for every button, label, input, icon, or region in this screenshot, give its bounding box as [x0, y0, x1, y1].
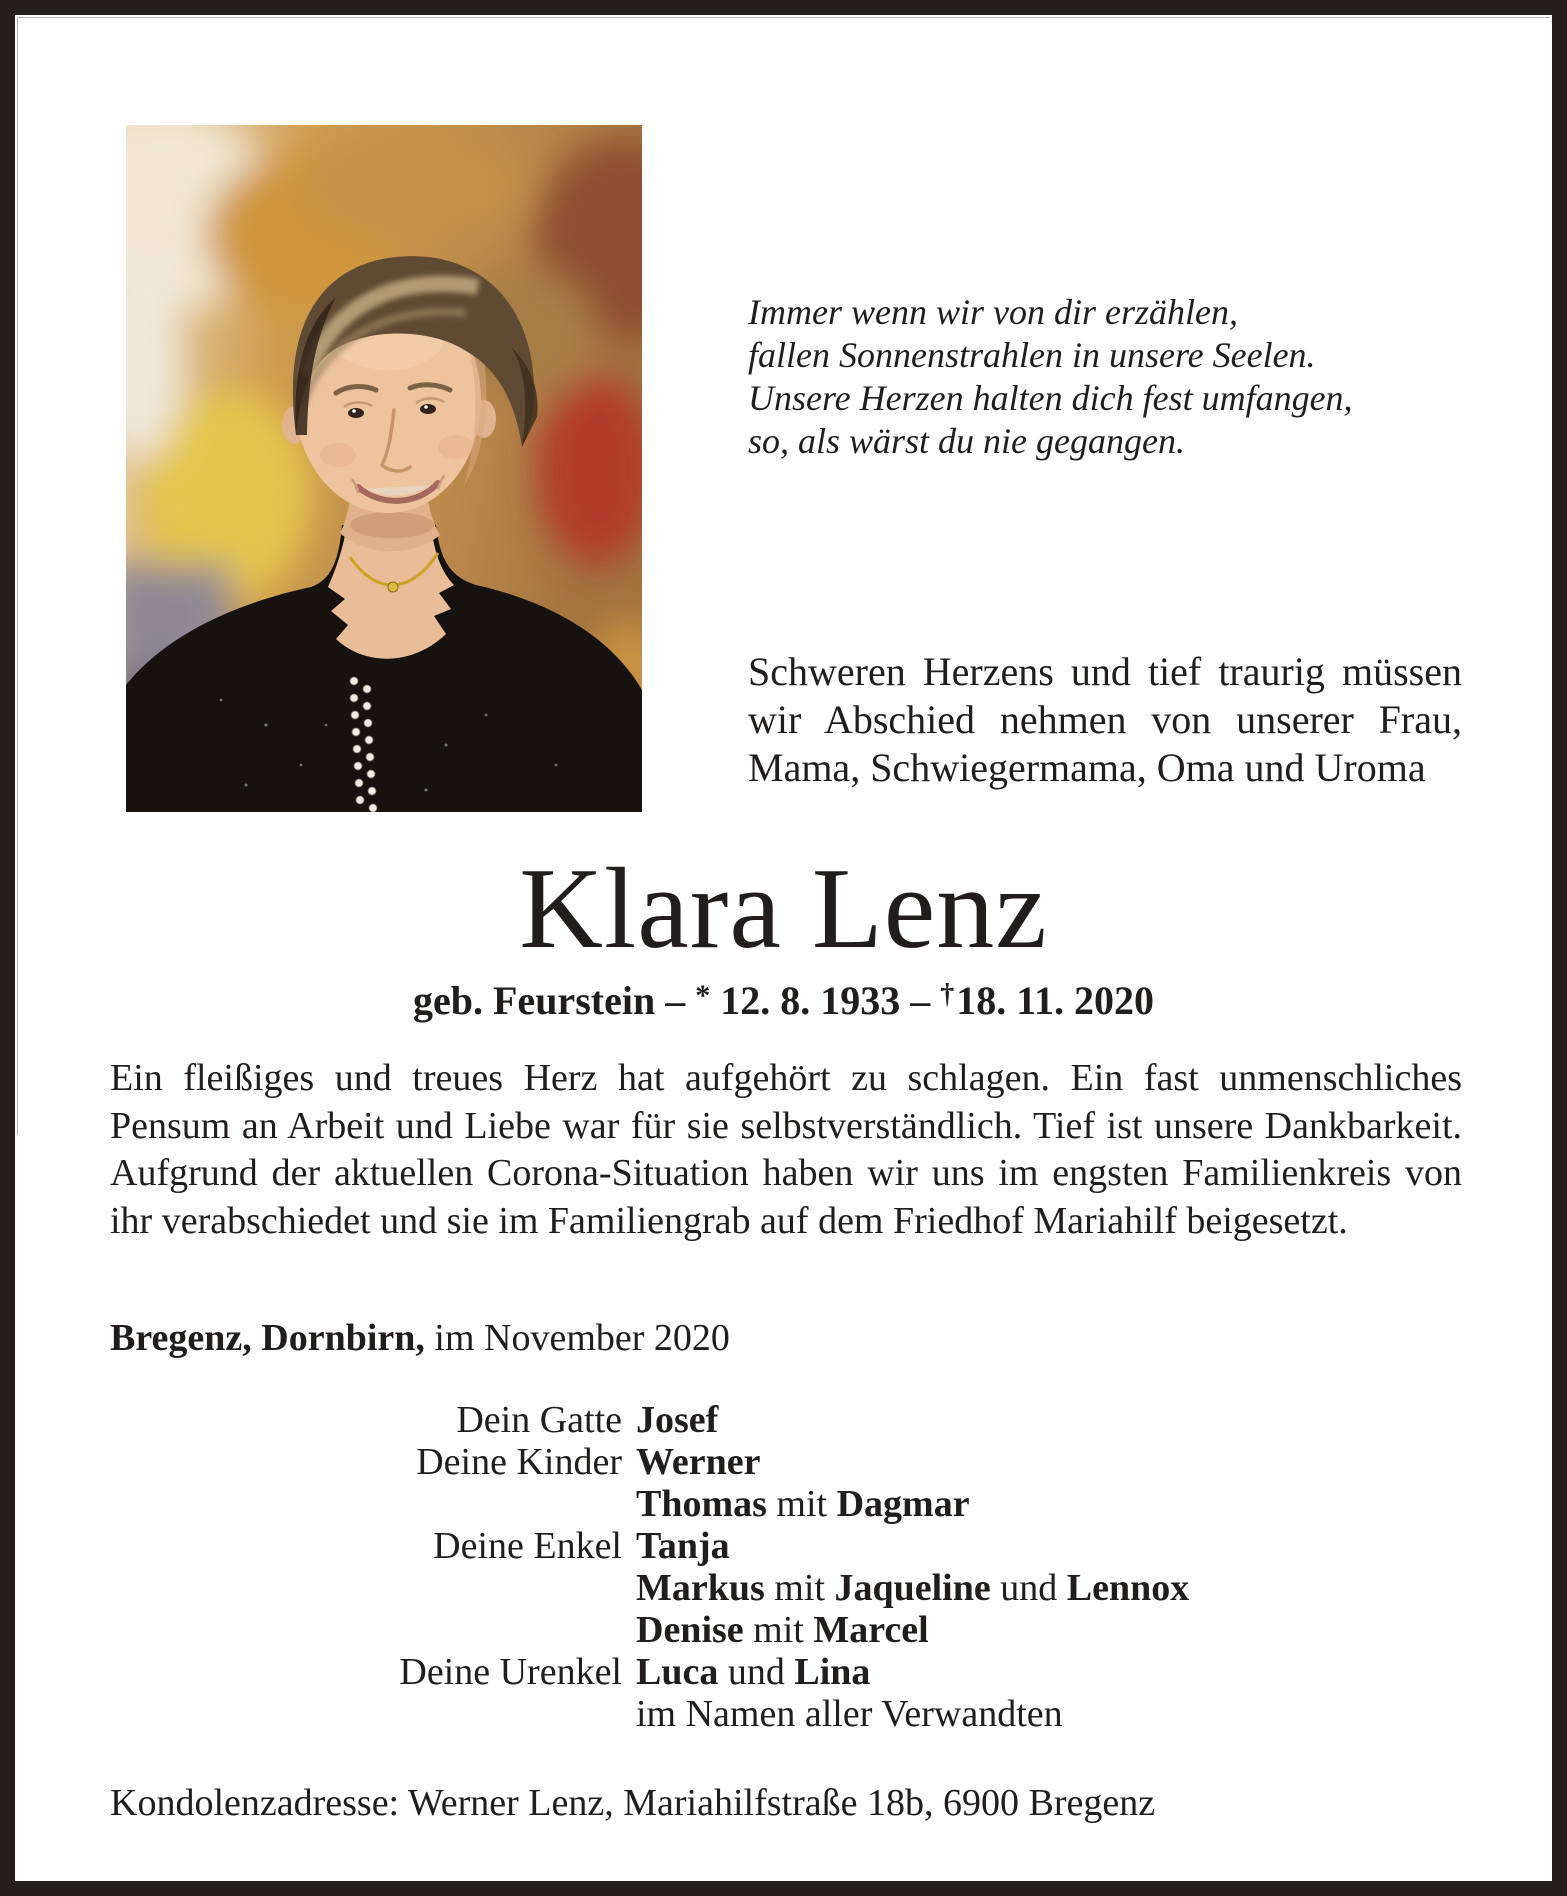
portrait-photo-graphic [126, 125, 642, 812]
family-names: Werner [636, 1441, 761, 1483]
memorial-poem [748, 291, 1468, 463]
family-row [110, 1609, 1462, 1651]
family-row [110, 1693, 1462, 1735]
obituary-text: Ein fleißiges und treues Herz hat aufgehört zu schlagen. Ein fast unmenschliches Pensum an Arbeit und Liebe war für sie selbstverständlich. Tief ist unsere Dankbarkeit. Aufgrund der aktuellen Corona-Situation haben wir uns im engsten Familienkreis von ihr verabschiedet und sie im Familiengrab auf dem Friedhof Mariahilf beigesetzt. [110, 1057, 1462, 1242]
birth-symbol: * [695, 979, 711, 1012]
family-names: im Namen aller Verwandten [636, 1693, 1063, 1735]
family-row [110, 1651, 1462, 1693]
family-row [110, 1525, 1462, 1567]
death-date: 18. 11. 2020 [956, 978, 1154, 1023]
family-role-label: Deine Urenkel [399, 1651, 622, 1693]
deceased-name: Klara Lenz [519, 845, 1048, 973]
family-row [110, 1399, 1462, 1441]
family-role-label [110, 1693, 636, 1735]
family-row [110, 1441, 1462, 1483]
family-role-label [110, 1609, 636, 1651]
family-list [110, 1399, 1462, 1735]
death-symbol: † [940, 979, 955, 1010]
family-names: Tanja [636, 1525, 730, 1567]
family-role-label: Dein Gatte [456, 1399, 622, 1441]
dateline [110, 1315, 1462, 1362]
inner-frame-hairline-top [17, 17, 1550, 18]
family-role-label: Deine Enkel [433, 1525, 622, 1567]
dateline-date: im November 2020 [424, 1317, 730, 1359]
family-role-label: Deine Kinder [416, 1441, 622, 1483]
family-names: Denise mit Marcel [636, 1609, 929, 1651]
family-role-label [110, 1567, 636, 1609]
maiden-name: geb. Feurstein – [413, 978, 696, 1023]
life-dates [15, 977, 1552, 1024]
family-names: Markus mit Jaqueline und Lennox [636, 1567, 1190, 1609]
family-row [110, 1483, 1462, 1525]
birth-date: 12. 8. 1933 – [710, 978, 941, 1023]
poem-line: fallen Sonnenstrahlen in unsere Seelen. [748, 335, 1316, 375]
dateline-cities: Bregenz, Dornbirn, [110, 1317, 425, 1359]
family-role-label [110, 1483, 636, 1525]
family-row [110, 1567, 1462, 1609]
poem-line: Unsere Herzen halten dich fest umfangen, [748, 378, 1353, 418]
poem-line: Immer wenn wir von dir erzählen, [748, 292, 1238, 332]
family-names: Thomas mit Dagmar [636, 1483, 970, 1525]
portrait-photo [126, 125, 642, 812]
poem-line: so, als wärst du nie gegangen. [748, 421, 1185, 461]
intro-text: Schweren Herzens und tief traurig müssen wir Abschied nehmen von unserer Frau, Mama, Schwiegermama, Oma und Uroma [748, 649, 1462, 790]
family-names: Josef [636, 1399, 719, 1441]
condolence-address: Kondolenzadresse: Werner Lenz, Mariahilfstraße 18b, 6900 Bregenz [110, 1782, 1156, 1824]
family-names: Luca und Lina [636, 1651, 871, 1693]
